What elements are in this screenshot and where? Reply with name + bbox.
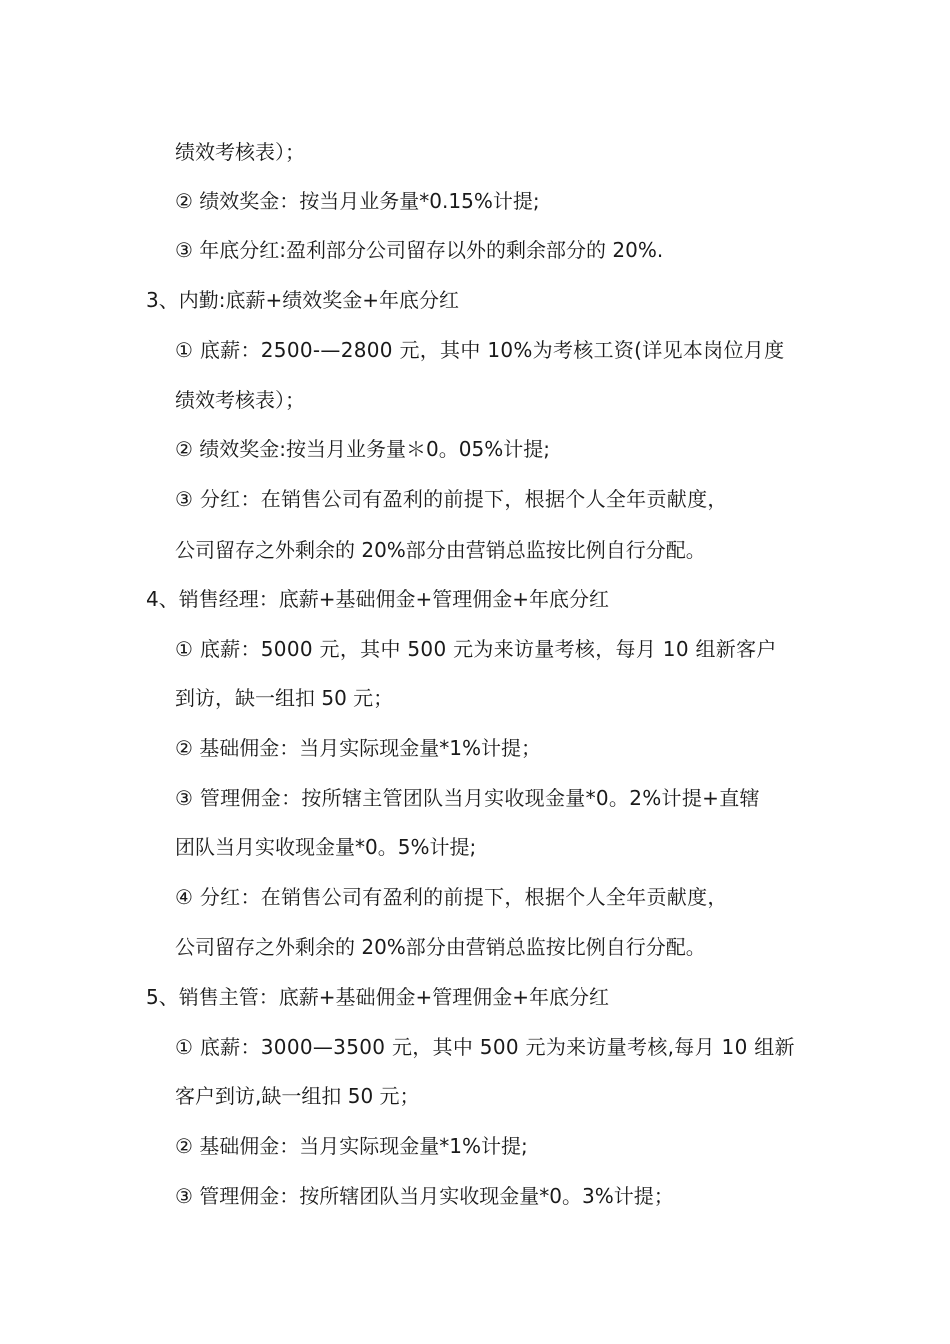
text-line: ② 绩效奖金：按当月业务量*0.15%计提;: [175, 189, 540, 213]
text-line: ③ 年底分红:盈利部分公司留存以外的剩余部分的 20%.: [175, 238, 664, 262]
text-line: 客户到访,缺一组扣 50 元；: [175, 1084, 420, 1108]
text-line: 绩效考核表）；: [175, 388, 305, 412]
text-line: 公司留存之外剩余的 20%部分由营销总监按比例自行分配。: [175, 935, 706, 959]
section-heading: 4、销售经理：底薪+基础佣金+管理佣金+年底分红: [146, 587, 609, 611]
text-line: 绩效考核表）；: [175, 140, 305, 164]
text-line: ③ 管理佣金：按所辖团队当月实收现金量*0。3%计提；: [175, 1184, 674, 1208]
text-line: ② 绩效奖金:按当月业务量＊0。05%计提;: [175, 437, 550, 461]
text-line: ① 底薪：2500-—2800 元，其中 10%为考核工资(详见本岗位月度: [175, 338, 785, 362]
text-line: ② 基础佣金：当月实际现金量*1%计提；: [175, 736, 542, 760]
section-heading: 3、内勤:底薪+绩效奖金+年底分红: [146, 288, 459, 312]
text-line: 公司留存之外剩余的 20%部分由营销总监按比例自行分配。: [175, 538, 706, 562]
text-line: ③ 管理佣金：按所辖主管团队当月实收现金量*0。2%计提+直辖: [175, 786, 760, 810]
text-line: ② 基础佣金：当月实际现金量*1%计提;: [175, 1134, 528, 1158]
text-line: 团队当月实收现金量*0。5%计提;: [175, 835, 477, 859]
text-line: ① 底薪：3000—3500 元，其中 500 元为来访量考核,每月 10 组新: [175, 1035, 795, 1059]
text-line: ③ 分红：在销售公司有盈利的前提下，根据个人全年贡献度，: [175, 487, 728, 511]
text-line: ④ 分红：在销售公司有盈利的前提下，根据个人全年贡献度，: [175, 885, 728, 909]
section-heading: 5、销售主管：底薪+基础佣金+管理佣金+年底分红: [146, 985, 609, 1009]
text-line: 到访，缺一组扣 50 元；: [175, 686, 394, 710]
text-line: ① 底薪：5000 元，其中 500 元为来访量考核，每月 10 组新客户: [175, 637, 777, 661]
